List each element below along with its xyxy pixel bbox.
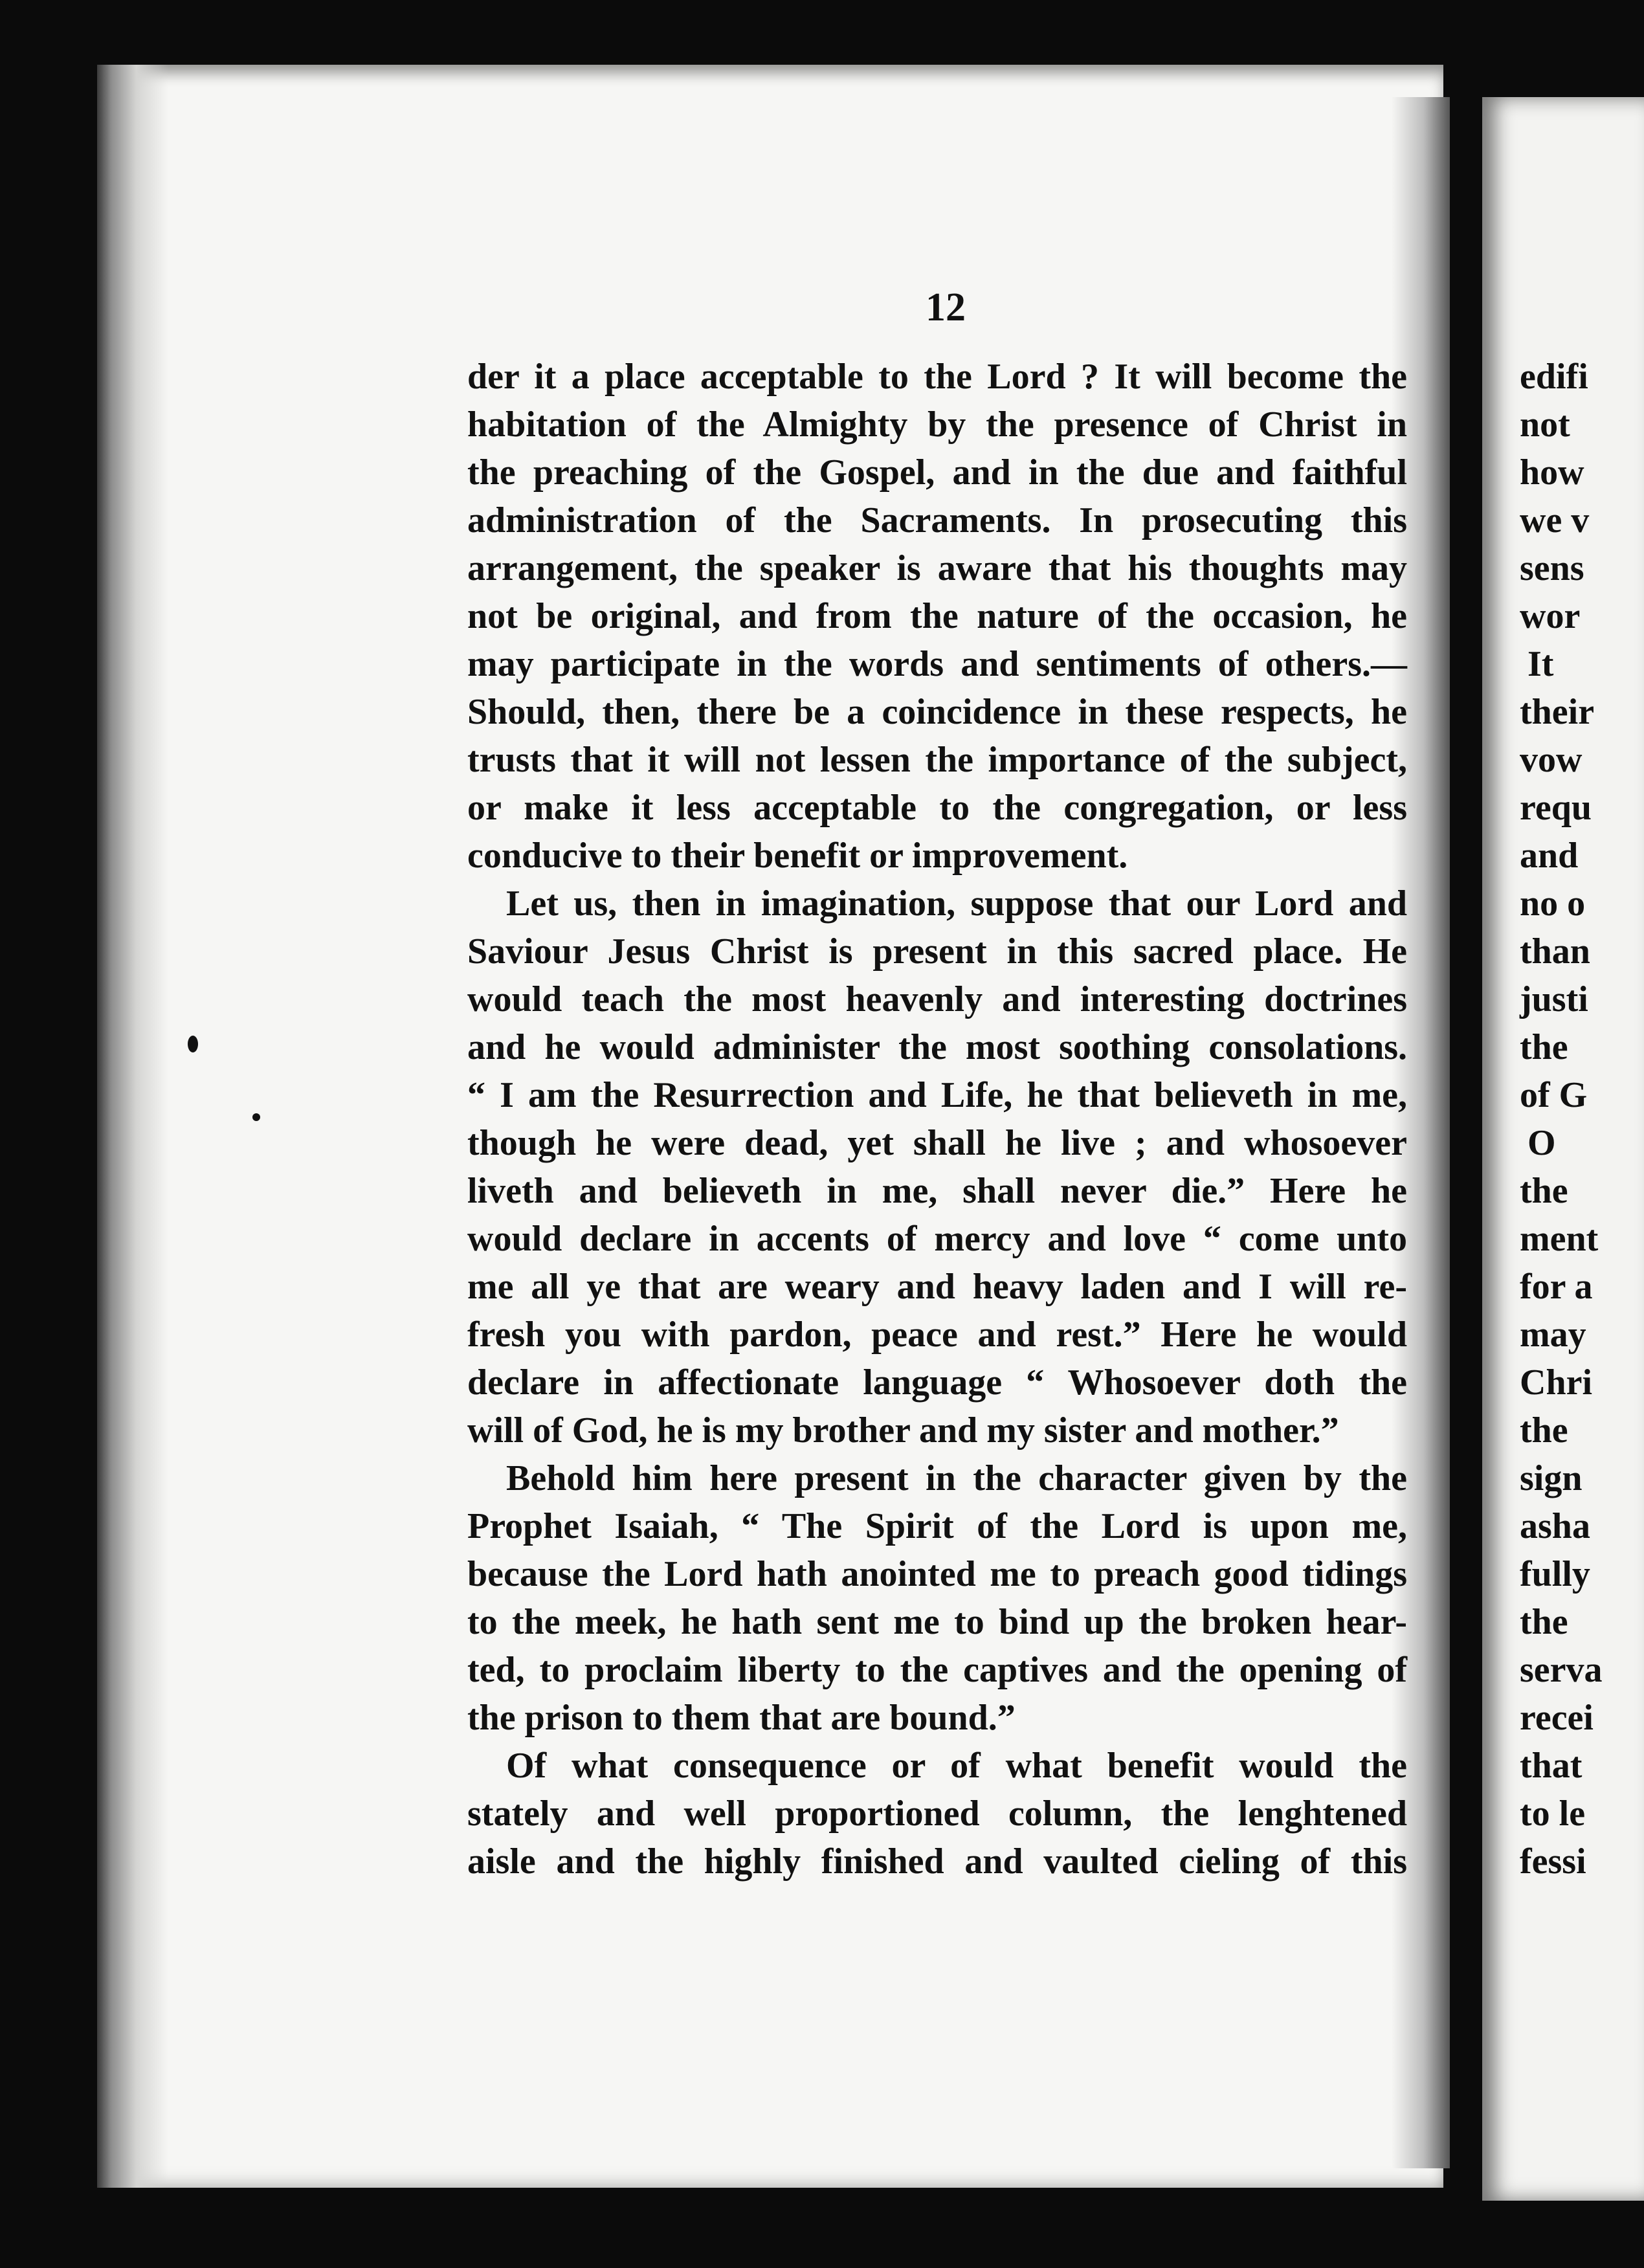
text-line: may participate in the words and sentiments of others.— <box>467 644 1407 684</box>
text-line: would declare in accents of mercy and love “ come unto <box>467 1219 1407 1259</box>
text-line: than <box>1520 931 1590 972</box>
text-line: recei <box>1520 1698 1594 1738</box>
text-line: Behold him here present in the character given by the <box>506 1458 1407 1498</box>
text-line: liveth and believeth in me, shall never die.” Here he <box>467 1171 1407 1211</box>
text-line: and he would administer the most soothing consolations. <box>467 1027 1407 1067</box>
text-line: to le <box>1520 1794 1586 1834</box>
text-line: may <box>1520 1315 1586 1355</box>
text-line: O <box>1527 1123 1556 1163</box>
text-line: and <box>1520 836 1579 876</box>
text-line: no o <box>1520 884 1586 924</box>
text-line: ted, to proclaim liberty to the captives and the opening of <box>467 1650 1407 1690</box>
text-line: would teach the most heavenly and interesting doctrines <box>467 979 1407 1019</box>
text-line: fully <box>1520 1554 1590 1594</box>
adjacent-page-text <box>1520 353 1603 1885</box>
text-line: the <box>1520 1602 1568 1642</box>
text-line: justi <box>1520 979 1588 1019</box>
page-text <box>467 353 1407 1885</box>
text-line: requ <box>1520 788 1592 828</box>
text-line: asha <box>1520 1506 1590 1546</box>
text-line: for a <box>1520 1267 1593 1307</box>
text-line: not be original, and from the nature of the occasion, he <box>467 596 1407 636</box>
text-line: edifi <box>1520 357 1588 397</box>
text-line: Saviour Jesus Christ is present in this sacred place. He <box>467 931 1407 972</box>
text-line: because the Lord hath anointed me to preach good tidings <box>467 1554 1407 1594</box>
text-line: Prophet Isaiah, “ The Spirit of the Lord is upon me, <box>467 1506 1407 1546</box>
text-line: administration of the Sacraments. In prosecuting this <box>467 500 1407 540</box>
text-line: Chri <box>1520 1362 1592 1403</box>
text-line: der it a place acceptable to the Lord ? It will become the <box>467 357 1407 397</box>
dust-speck <box>252 1113 260 1121</box>
text-line: or make it less acceptable to the congregation, or less <box>467 788 1407 828</box>
text-line: that <box>1520 1746 1583 1786</box>
text-line: Of what consequence or of what benefit would the <box>506 1746 1407 1786</box>
text-line: wor <box>1520 596 1581 636</box>
text-line: not <box>1520 405 1570 445</box>
text-line: the prison to them that are bound.” <box>467 1698 1016 1738</box>
text-line: fresh you with pardon, peace and rest.” Here he would <box>467 1315 1407 1355</box>
text-line: we v <box>1520 500 1590 540</box>
text-line: vow <box>1520 740 1583 780</box>
text-line: trusts that it will not lessen the importance of the subject, <box>467 740 1407 780</box>
text-line: how <box>1520 452 1584 493</box>
text-line: conducive to their benefit or improvement. <box>467 836 1128 876</box>
text-line: me all ye that are weary and heavy laden and I will re- <box>467 1267 1407 1307</box>
text-line: though he were dead, yet shall he live ; and whosoever <box>467 1123 1407 1163</box>
text-line: Should, then, there be a coincidence in these respects, he <box>467 692 1407 732</box>
text-line: will of God, he is my brother and my sister and mother.” <box>467 1410 1339 1451</box>
text-line: arrangement, the speaker is aware that his thoughts may <box>467 548 1407 588</box>
text-line: their <box>1520 692 1595 732</box>
page-number: 12 <box>926 285 966 329</box>
text-line: “ I am the Resurrection and Life, he that believeth in me, <box>467 1075 1407 1115</box>
text-line: fessi <box>1520 1841 1586 1882</box>
text-line: sign <box>1520 1458 1583 1498</box>
text-line: aisle and the highly finished and vaulted cieling of this <box>467 1841 1407 1882</box>
text-line: the <box>1520 1410 1568 1451</box>
text-line: of G <box>1520 1075 1588 1115</box>
text-line: the preaching of the Gospel, and in the due and faithful <box>467 452 1407 493</box>
text-line: the <box>1520 1027 1568 1067</box>
text-line: It <box>1527 644 1554 684</box>
text-line: habitation of the Almighty by the presence of Christ in <box>467 405 1407 445</box>
text-line: ment <box>1520 1219 1599 1259</box>
text-line: the <box>1520 1171 1568 1211</box>
dust-speck <box>188 1036 198 1052</box>
text-line: Let us, then in imagination, suppose that our Lord and <box>506 884 1407 924</box>
text-line: declare in affectionate language “ Whosoever doth the <box>467 1362 1407 1403</box>
text-line: stately and well proportioned column, the lenghtened <box>467 1794 1407 1834</box>
text-line: sens <box>1520 548 1584 588</box>
text-line: serva <box>1520 1650 1603 1690</box>
text-line: to the meek, he hath sent me to bind up the broken hear- <box>467 1602 1407 1642</box>
